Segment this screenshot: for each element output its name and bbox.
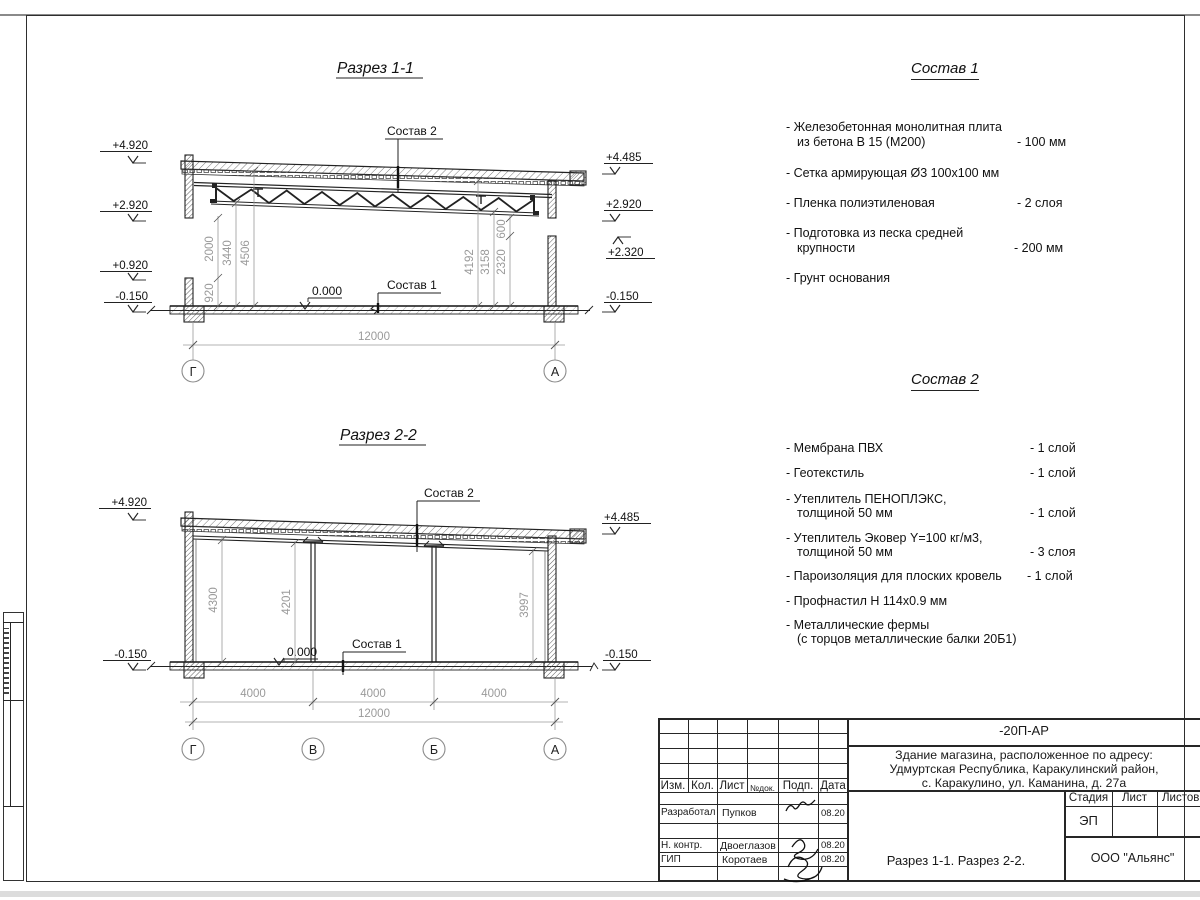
list-item-value: - 1 слой	[1027, 569, 1073, 583]
svg-text:12000: 12000	[358, 708, 390, 720]
row-date: 08.20	[821, 854, 845, 865]
list-item-value: - 2 слоя	[1017, 196, 1063, 210]
floor-slab-2	[147, 662, 598, 671]
svg-text:4192: 4192	[464, 249, 476, 275]
list-item-value: - 3 слоя	[1030, 545, 1076, 559]
elevation-marks-left	[100, 140, 152, 312]
roof-end-cap-2	[570, 529, 586, 543]
section-2-2	[99, 427, 651, 760]
svg-text:4506: 4506	[240, 240, 252, 266]
roof-truss	[194, 183, 552, 217]
vertical-dim-texts-2	[208, 587, 531, 618]
wall-right	[548, 181, 556, 306]
doc-number: -20П-АР	[999, 723, 1049, 738]
svg-text:+2.320: +2.320	[608, 247, 644, 259]
svg-text:+4.485: +4.485	[604, 512, 640, 524]
project-address-line3: с. Каракулино, ул. Каманина, д. 27а	[921, 776, 1127, 790]
row-date: 08.20	[821, 808, 845, 819]
sostav2-leader-2	[417, 486, 480, 552]
bottom-dim	[183, 322, 565, 352]
sostav1-title: Состав 1	[911, 60, 979, 80]
svg-text:Состав 1: Состав 1	[352, 637, 402, 651]
col-kol: Кол.	[691, 780, 714, 792]
list-item: - Железобетонная монолитная плита	[786, 120, 1002, 134]
svg-text:Г: Г	[189, 743, 197, 757]
svg-text:+4.485: +4.485	[606, 152, 642, 164]
roof-end-cap	[570, 171, 586, 185]
row-role: Разработал	[661, 807, 716, 818]
svg-text:600: 600	[496, 219, 508, 239]
svg-text:А: А	[550, 365, 560, 379]
svg-text:+4.920: +4.920	[112, 140, 148, 152]
list-item-value: - 100 мм	[1017, 135, 1067, 149]
list-item: - Геотекстиль	[786, 466, 865, 480]
svg-text:2320: 2320	[496, 249, 508, 275]
col-podp: Подп.	[782, 780, 814, 792]
section-1-1	[100, 60, 655, 382]
row-role: ГИП	[661, 854, 681, 865]
svg-text:Г: Г	[189, 365, 197, 379]
list-item: из бетона В 15 (М200)	[797, 135, 926, 149]
row-name: Пупков	[722, 807, 757, 819]
bottom-dims-2	[180, 670, 568, 730]
list-item: - Пароизоляция для плоских кровель	[786, 569, 1002, 583]
elevation-marks-right	[602, 152, 655, 312]
foundation-left	[184, 306, 204, 322]
elevation-marks-right-2	[602, 512, 651, 670]
foundation-right	[544, 306, 564, 322]
svg-text:А: А	[550, 743, 560, 757]
svg-text:+2.920: +2.920	[606, 199, 642, 211]
list-item-value: - 1 слой	[1030, 506, 1076, 520]
wall-left-2	[185, 512, 193, 662]
list-item: - Подготовка из песка средней	[786, 226, 964, 240]
svg-text:3440: 3440	[222, 240, 234, 266]
svg-text:4300: 4300	[208, 587, 220, 613]
list-item: - Профнастил Н 114х0.9 мм	[786, 594, 948, 608]
sheet-label: Лист	[1122, 792, 1147, 804]
column-v	[303, 537, 323, 662]
col-izm: Изм.	[660, 780, 686, 792]
svg-text:-0.150: -0.150	[605, 649, 638, 661]
signatures	[778, 795, 848, 885]
svg-text:Б: Б	[429, 743, 439, 757]
company-name: ООО "Альянс"	[1090, 851, 1175, 865]
stage-value: ЭП	[1079, 813, 1098, 828]
list-item: толщиной 50 мм	[797, 506, 893, 520]
col-data: Дата	[820, 780, 846, 792]
svg-text:Состав 1: Состав 1	[387, 278, 437, 292]
row-date: 08.20	[821, 840, 845, 851]
svg-text:4000: 4000	[481, 688, 507, 700]
list-item: - Утеплитель Эковер Y=100 кг/м3,	[786, 531, 983, 545]
col-ndok: №док.	[750, 783, 775, 793]
svg-text:4000: 4000	[240, 688, 266, 700]
wall-right-2	[548, 536, 556, 662]
svg-text:+4.920: +4.920	[111, 497, 147, 509]
svg-text:4000: 4000	[360, 688, 386, 700]
floor-slab	[147, 306, 593, 314]
svg-text:В: В	[308, 743, 318, 757]
svg-text:2000: 2000	[204, 236, 216, 262]
svg-text:-0.150: -0.150	[115, 291, 148, 303]
svg-text:-0.150: -0.150	[606, 291, 639, 303]
svg-text:+2.920: +2.920	[112, 200, 148, 212]
svg-text:3997: 3997	[519, 592, 531, 618]
list-item: - Сетка армирующая Ø3 100х100 мм	[786, 166, 1000, 180]
sostav2-title: Состав 2	[911, 371, 979, 391]
svg-text:12000: 12000	[358, 331, 390, 343]
list-item-value: - 200 мм	[1014, 241, 1064, 255]
list-item-value: - 1 слой	[1030, 466, 1076, 480]
svg-text:4201: 4201	[281, 589, 293, 615]
column-b	[424, 541, 444, 662]
section2-title: Разрез 2-2	[340, 427, 417, 444]
stage-label: Стадия	[1068, 792, 1109, 804]
foundation-left-2	[184, 662, 204, 678]
svg-text:920: 920	[204, 283, 216, 303]
row-name: Двоеглазов	[720, 840, 776, 852]
list-item: крупности	[797, 241, 856, 255]
svg-text:0.000: 0.000	[287, 645, 318, 659]
svg-text:3158: 3158	[480, 249, 492, 275]
list-item: - Грунт основания	[786, 271, 891, 285]
axis-bubbles	[182, 352, 566, 382]
svg-text:Состав 2: Состав 2	[424, 486, 474, 500]
row-name: Коротаев	[722, 854, 768, 866]
project-address-line2: Удмуртская Республика, Каракулинский район,	[889, 762, 1159, 776]
list-item: - Мембрана ПВХ	[786, 441, 884, 455]
svg-text:Состав 2: Состав 2	[387, 124, 437, 138]
list-item: (с торцов металлические балки 20Б1)	[797, 632, 1017, 646]
svg-text:+0.920: +0.920	[112, 260, 148, 272]
svg-text:0.000: 0.000	[312, 284, 343, 298]
vertical-dim-texts	[204, 219, 508, 302]
list-item: толщиной 50 мм	[797, 545, 893, 559]
row-role: Н. контр.	[661, 840, 703, 851]
wall-left	[185, 155, 193, 306]
list-item-value: - 1 слой	[1030, 441, 1076, 455]
list-item: - Металлические фермы	[786, 618, 930, 632]
col-list: Лист	[719, 780, 745, 792]
drawing-name: Разрез 1-1. Разрез 2-2.	[886, 853, 1026, 868]
list-item: - Утеплитель ПЕНОПЛЭКС,	[786, 492, 947, 506]
axis-bubbles-2	[182, 738, 566, 760]
foundation-right-2	[544, 662, 564, 678]
project-address-line1: Здание магазина, расположенное по адресу:	[895, 748, 1153, 762]
sheets-label: Листов	[1162, 792, 1200, 804]
section1-title: Разрез 1-1	[337, 60, 414, 77]
list-item: - Пленка полиэтиленовая	[786, 196, 935, 210]
elevation-marks-left-2	[99, 497, 151, 670]
svg-text:-0.150: -0.150	[114, 649, 147, 661]
